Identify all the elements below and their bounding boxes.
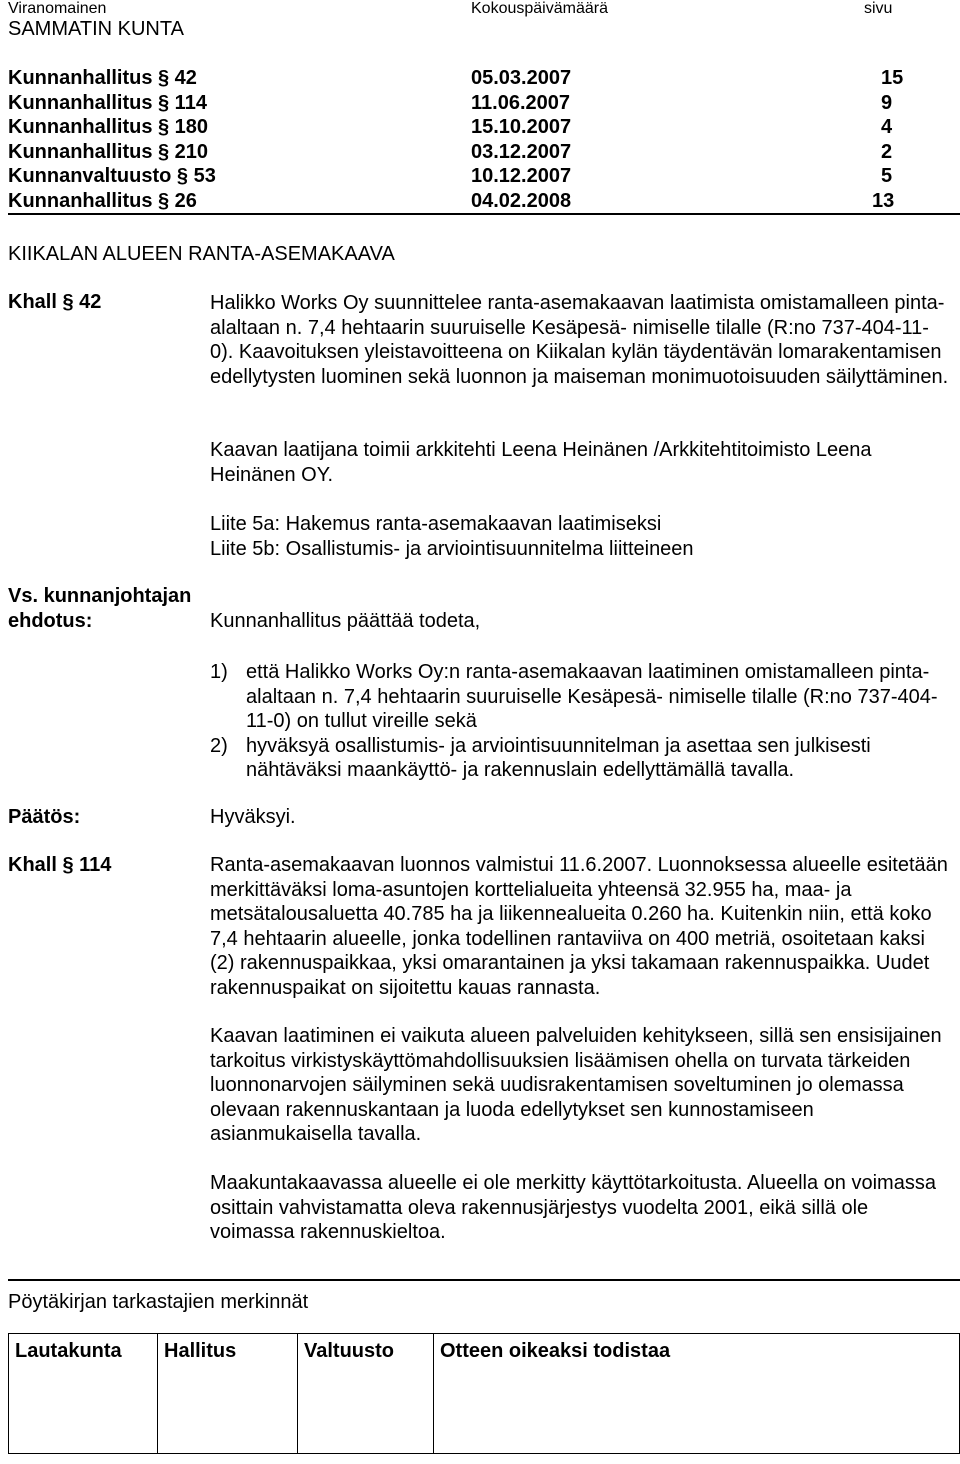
meeting-page: 2 (881, 141, 893, 163)
meeting-body: Kunnanhallitus § 210 (8, 141, 209, 163)
section-label-khall-114: Khall § 114 (8, 854, 112, 876)
document-title: KIIKALAN ALUEEN RANTA-ASEMAKAAVA (8, 243, 395, 265)
signature-cell-certification: Otteen oikeaksi todistaa (434, 1334, 960, 1454)
khall42-paragraph-1 (210, 291, 950, 389)
khall114-text-1: Ranta-asemakaavan luonnos valmistui 11.6.2007. Luonnoksessa alueelle esitetään merkittäväksi loma-asuntojen korttelialueita yhteensä 32.955 ha, maa- ja metsätalousaluetta 40.785 ha ja liikennealueita 0.260 ha. Kuitenkin niin, että koko 7,4 hehtaarin alueelle, jonka todellinen rantaviiva on 400 metriä, osoitetaan kaksi (2) rakennuspaikkaa, yksi omarantainen ja yksi takamaan rakennuspaikka. Uudet rakennuspaikat on sijoitettu kauas rannasta. (210, 854, 948, 999)
proposal-item-text: hyväksyä osallistumis- ja arviointisuunnitelman ja asettaa sen julkisesti nähtäväksi maankäyttö- ja rakennuslain edellyttämällä tavalla. (246, 734, 871, 781)
header-page-label: sivu (864, 0, 893, 17)
khall42-attachments (210, 512, 950, 561)
decision-label: Päätös: (8, 806, 81, 828)
header-date-label: Kokouspäivämäärä (471, 0, 608, 17)
signature-table (8, 1333, 960, 1454)
meeting-date: 10.12.2007 (471, 165, 572, 187)
proposal-label-line-2: ehdotus: (8, 609, 93, 632)
attachment-5a: Liite 5a: Hakemus ranta-asemakaavan laatimiseksi (210, 513, 662, 535)
khall42-text-2: Kaavan laatijana toimii arkkitehti Leena Heinänen /Arkkitehtitoimisto Leena Heinänen OY. (210, 439, 872, 486)
proposal-item (210, 734, 950, 783)
attachment-5b: Liite 5b: Osallistumis- ja arviointisuunnitelma liitteineen (210, 537, 694, 560)
meeting-page: 9 (881, 92, 893, 114)
proposal-label-line-1: Vs. kunnanjohtajan (8, 585, 192, 607)
header-divider (8, 213, 960, 215)
khall42-text-1: Halikko Works Oy suunnittelee ranta-asemakaavan laatimista omistamalleen pinta-alaltaan n. 7,4 hehtaarin suuruiselle Kesäpesä- nimiselle tilalle (R:no 737-404-11-0). Kaavoituksen yleistavoitteena on Kiikalan kylän täydentävän lomarakentamisen edellytysten luominen sekä luonnon ja maiseman monimuotoisuuden säilyttäminen. (210, 292, 949, 388)
proposal-list (210, 660, 950, 783)
meeting-row (8, 189, 960, 214)
khall42-paragraph-2 (210, 438, 950, 487)
meeting-row (8, 115, 960, 140)
proposal-item-text: että Halikko Works Oy:n ranta-asemakaavan laatiminen omistamalleen pinta-alaltaan n. 7,4 hehtaarin suuruiselle Kesäpesä- nimiselle tilalle (R:no 737-404-11-0) on tullut vireille sekä (246, 661, 938, 732)
meeting-date: 04.02.2008 (471, 190, 572, 212)
khall114-text-2: Kaavan laatiminen ei vaikuta alueen palveluiden kehitykseen, sillä sen ensisijainen tarkoitus virkistyskäyttömahdollisuuksien lisäämisen ohella on turvata tärkeiden luonnonarvojen säilyminen sekä uudisrakentamisen soveltuminen jo olemassa olevaan rakennuskantaan ja luoda edellytykset sen kunnostamiseen asianmukaisella tavalla. (210, 1025, 942, 1145)
meeting-date: 03.12.2007 (471, 141, 572, 163)
proposal-item (210, 660, 950, 734)
meeting-body: Kunnanvaltuusto § 53 (8, 165, 216, 187)
meeting-page: 13 (872, 190, 895, 212)
proposal-item-number: 1) (210, 661, 228, 683)
proposal-intro: Kunnanhallitus päättää todeta, (210, 610, 481, 632)
meeting-page: 15 (881, 67, 904, 89)
signature-cell-council: Valtuusto (298, 1334, 434, 1454)
proposal-item-number: 2) (210, 734, 228, 757)
khall114-text-3: Maakuntakaavassa alueelle ei ole merkitty käyttötarkoitusta. Alueella on voimassa osittain vahvistamatta oleva rakennusjärjestys vuodelta 2001, eikä sillä ole voimassa rakennuskieltoa. (210, 1172, 936, 1243)
section-label-khall-42: Khall § 42 (8, 291, 102, 313)
meeting-row (8, 91, 960, 116)
meeting-date: 05.03.2007 (471, 67, 572, 89)
khall114-paragraph-2 (210, 1024, 950, 1147)
khall114-paragraph-3 (210, 1171, 950, 1245)
decision-text: Hyväksyi. (210, 806, 296, 828)
meeting-date: 15.10.2007 (471, 116, 572, 138)
meeting-page: 4 (881, 116, 893, 138)
signature-cell-board: Lautakunta (9, 1334, 158, 1454)
meeting-row (8, 164, 960, 189)
khall114-paragraph-1 (210, 853, 950, 1000)
organization-name: SAMMATIN KUNTA (8, 18, 184, 40)
proposal-label (8, 584, 191, 633)
meeting-body: Kunnanhallitus § 26 (8, 190, 197, 212)
meeting-body: Kunnanhallitus § 180 (8, 116, 209, 138)
signature-cell-executive: Hallitus (158, 1334, 298, 1454)
meeting-body: Kunnanhallitus § 114 (8, 92, 207, 114)
review-notes-label: Pöytäkirjan tarkastajien merkinnät (8, 1291, 309, 1313)
meeting-body: Kunnanhallitus § 42 (8, 67, 197, 89)
footer-divider (8, 1279, 960, 1281)
header-authority-label: Viranomainen (8, 0, 107, 17)
meeting-row (8, 66, 960, 91)
meeting-page: 5 (881, 165, 893, 187)
meeting-row (8, 140, 960, 165)
meeting-date: 11.06.2007 (471, 92, 570, 114)
signature-row (9, 1334, 960, 1454)
